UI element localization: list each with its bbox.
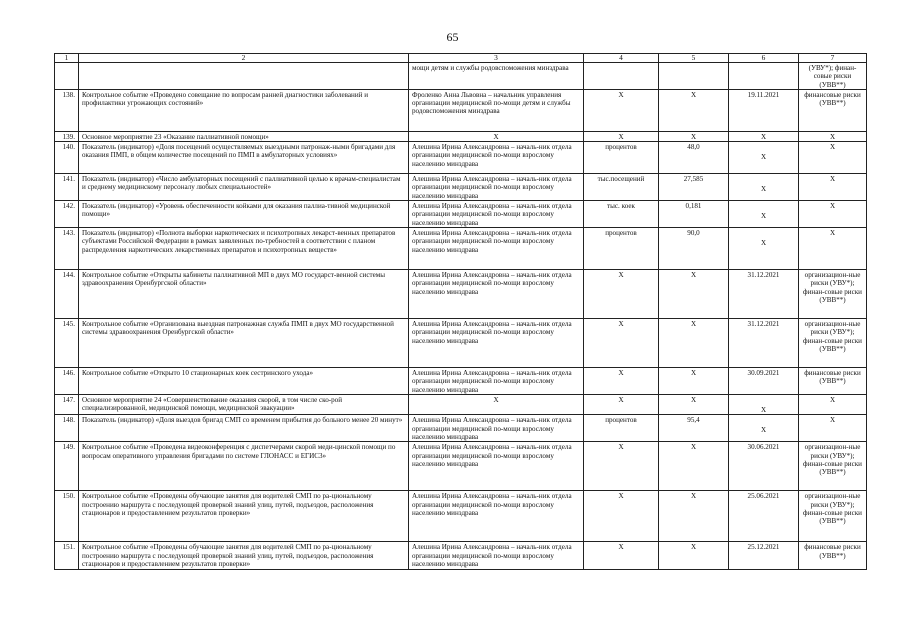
risk-description-text: организацион-ные риски (УВУ*); финан-совые риски (УВВ**): [803, 443, 862, 477]
row-number-text: 145.: [62, 319, 75, 328]
measure-name: [79, 269, 409, 318]
measure-name-text: Показатель (индикатор) «Доля посещений осуществляемых выездными патронаж-ными бригадами для оказания ПМП, в общем количестве посещений по ПМП в амбулаторных условиях»: [82, 143, 396, 160]
measure-name-text: Контрольное событие «Проведены обучающие занятия для водителей СМП по ра-циональному построению маршрута с последующей проверкой знаний улиц, путей, подъездов, расположения стационаров и предоставлением результатов проверки»: [82, 543, 374, 568]
row-number-text: 151.: [62, 543, 75, 552]
risk-description-text: X: [829, 143, 836, 152]
responsible-person: [409, 367, 584, 394]
row-number-text: 139.: [62, 132, 75, 141]
responsible-person-text: Алешина Ирина Александровна – началь-ник отдела организации медицинской по-мощи взрослому населению минздрава: [412, 492, 572, 517]
deadline-date-text: X: [760, 153, 767, 162]
row-number: [55, 201, 79, 228]
risk-description: [799, 442, 867, 491]
measure-name-text: Контрольное событие «Проведены обучающие занятия для водителей СМП по ра-циональному построению маршрута с последующей проверкой знаний улиц, путей, подъездов, расположения стационаров и предоставлением результатов проверки»: [82, 492, 374, 517]
unit-of-measure: [584, 269, 659, 318]
unit-of-measure-text: X: [618, 543, 624, 552]
target-value: [659, 269, 729, 318]
target-value-text: X: [690, 368, 697, 377]
risk-description-text: финансовые риски (УВВ**): [804, 368, 861, 386]
target-value: [659, 542, 729, 570]
unit-of-measure: [584, 442, 659, 491]
measure-name: [79, 63, 409, 90]
target-value: [659, 227, 729, 269]
target-value: [659, 367, 729, 394]
risk-description: [799, 394, 867, 414]
responsible-person-text: Алешина Ирина Александровна – началь-ник отдела организации медицинской по-мощи взрослому населению минздрава: [412, 368, 572, 394]
target-value-text: 48,0: [687, 143, 700, 152]
row-number-text: 146.: [62, 368, 75, 377]
risk-description: [799, 131, 867, 141]
measure-name: [79, 491, 409, 542]
responsible-person: [409, 442, 584, 491]
unit-of-measure-text: тыс. коек: [607, 202, 635, 211]
unit-of-measure: [584, 89, 659, 131]
row-number: [55, 174, 79, 201]
row-number: [55, 89, 79, 131]
target-value-text: X: [690, 319, 697, 328]
responsible-person-text: мощи детям и службы родовспоможения минздрава: [412, 64, 569, 72]
target-value: [659, 318, 729, 367]
row-number: [55, 318, 79, 367]
unit-of-measure-text: X: [618, 368, 624, 377]
risk-description: [799, 415, 867, 442]
deadline-date: [729, 491, 799, 542]
deadline-date-text: 31.12.2021: [747, 270, 780, 279]
deadline-date-text: X: [760, 405, 767, 414]
unit-of-measure: [584, 142, 659, 174]
measure-name-text: Контрольное событие «Проведена видеоконференция с диспетчерами скорой меди-цинской помощи по вопросам оперативного управления бригадами по системе ГЛОНАСС и ЕГИС3»: [82, 443, 396, 460]
target-value-text: X: [690, 492, 697, 501]
target-value-text: X: [690, 132, 697, 141]
responsible-person: [409, 227, 584, 269]
risk-description: [799, 367, 867, 394]
responsible-person: [409, 63, 584, 90]
target-value-text: X: [690, 543, 697, 552]
table-row: [55, 63, 867, 90]
measure-name: [79, 142, 409, 174]
responsible-person-text: X: [493, 395, 499, 404]
table-row: [55, 318, 867, 367]
measure-name: [79, 415, 409, 442]
deadline-date: [729, 542, 799, 570]
responsible-person: [409, 491, 584, 542]
row-number: [55, 542, 79, 570]
unit-of-measure: [584, 131, 659, 141]
measure-name-text: Контрольное событие «Открыто 10 стационарных коек сестринского ухода»: [82, 368, 314, 377]
row-number: [55, 142, 79, 174]
row-number: [55, 367, 79, 394]
target-value-text: X: [690, 90, 697, 99]
risk-description: [799, 269, 867, 318]
deadline-date-text: 30.09.2021: [747, 368, 780, 377]
deadline-date: [729, 63, 799, 90]
table-row: [55, 227, 867, 269]
risk-description-text: X: [829, 132, 836, 141]
deadline-date: [729, 89, 799, 131]
target-value: [659, 63, 729, 90]
deadline-date-text: X: [760, 132, 767, 141]
responsible-person-text: Алешина Ирина Александровна – началь-ник отдела организации медицинской по-мощи взрослому населению минздрава: [412, 143, 572, 168]
row-number-text: 142.: [62, 202, 75, 211]
target-value-text: 90,0: [687, 228, 700, 237]
unit-of-measure: [584, 63, 659, 90]
row-number-text: 149.: [62, 443, 75, 452]
unit-of-measure-text: X: [618, 132, 624, 141]
deadline-date-text: 31.12.2021: [747, 319, 780, 328]
responsible-person-text: Алешина Ирина Александровна – началь-ник отдела организации медицинской по-мощи взрослому населению минздрава: [412, 202, 572, 227]
target-value: [659, 201, 729, 228]
risk-description-text: организацион-ные риски (УВУ*); финан-совые риски (УВВ**): [803, 319, 862, 353]
column-number: 4: [584, 54, 659, 63]
measure-name: [79, 367, 409, 394]
risk-description-text: X: [829, 175, 836, 184]
measure-name-text: Контрольное событие «Проведено совещание по вопросам ранней диагностики заболеваний и профилактики угрожающих состояний»: [82, 90, 368, 108]
deadline-date-text: X: [760, 426, 767, 435]
table-body: [55, 63, 867, 570]
risk-description: [799, 201, 867, 228]
risk-description: [799, 227, 867, 269]
unit-of-measure: [584, 394, 659, 414]
target-value: [659, 491, 729, 542]
row-number-text: 141.: [62, 175, 75, 184]
plan-table: [54, 53, 867, 570]
table-row: [55, 174, 867, 201]
responsible-person-text: Алешина Ирина Александровна – началь-ник отдела организации медицинской по-мощи взрослому населению минздрава: [412, 319, 572, 345]
page-number: 65: [446, 30, 459, 44]
row-number-text: 140.: [62, 143, 75, 152]
unit-of-measure-text: процентов: [605, 228, 637, 237]
deadline-date-text: 19.11.2021: [747, 90, 780, 99]
deadline-date: [729, 142, 799, 174]
target-value: [659, 394, 729, 414]
deadline-date: [729, 394, 799, 414]
row-number: [55, 415, 79, 442]
risk-description: [799, 318, 867, 367]
measure-name: [79, 227, 409, 269]
deadline-date-text: 25.12.2021: [747, 543, 780, 552]
row-number-text: 148.: [62, 416, 75, 425]
responsible-person: [409, 131, 584, 141]
risk-description-text: финансовые риски (УВВ**): [804, 543, 861, 560]
row-number-text: 150.: [62, 492, 75, 501]
responsible-person: [409, 269, 584, 318]
measure-name-text: Показатель (индикатор) «Полнота выборки наркотических и психотропных лекарст-венных препаратов субъектами Российской Федерации в рамках заявленных по-требностей в соответствии с планом распределения наркотических лекарственных препаратов и психотропных веществ»: [82, 228, 396, 254]
deadline-date: [729, 174, 799, 201]
deadline-date-text: 25.06.2021: [747, 492, 780, 501]
table-row: [55, 142, 867, 174]
risk-description-text: X: [829, 395, 836, 404]
measure-name-text: Контрольное событие «Организована выездная патронажная служба ПМП в двух МО государственной системы здравоохранения Оренбургской области»: [82, 319, 394, 337]
column-number: 3: [409, 54, 584, 63]
table-row: [55, 542, 867, 570]
row-number-text: 144.: [62, 270, 75, 279]
target-value: [659, 174, 729, 201]
target-value-text: 95,4: [687, 416, 700, 425]
measure-name-text: Показатель (индикатор) «Уровень обеспеченности койками для оказания паллиа-тивной медицинской помощи»: [82, 202, 391, 219]
unit-of-measure-text: процентов: [605, 416, 637, 425]
risk-description: [799, 89, 867, 131]
deadline-date: [729, 318, 799, 367]
deadline-date: [729, 201, 799, 228]
target-value-text: X: [690, 395, 697, 404]
unit-of-measure: [584, 415, 659, 442]
responsible-person: [409, 415, 584, 442]
table-row: [55, 131, 867, 141]
table-row: [55, 269, 867, 318]
column-number: 7: [799, 54, 867, 63]
measure-name-text: Основное мероприятие 23 «Оказание паллиативной помощи»: [82, 132, 269, 141]
responsible-person: [409, 318, 584, 367]
deadline-date: [729, 227, 799, 269]
unit-of-measure: [584, 318, 659, 367]
responsible-person: [409, 201, 584, 228]
target-value-text: X: [690, 270, 697, 279]
unit-of-measure: [584, 227, 659, 269]
measure-name: [79, 131, 409, 141]
measure-name: [79, 318, 409, 367]
risk-description: [799, 174, 867, 201]
unit-of-measure: [584, 491, 659, 542]
table-row: [55, 367, 867, 394]
measure-name: [79, 89, 409, 131]
risk-description: [799, 542, 867, 570]
row-number: [55, 63, 79, 90]
table-row: [55, 201, 867, 228]
measure-name: [79, 394, 409, 414]
unit-of-measure-text: тыс.посещений: [597, 175, 645, 184]
risk-description-text: X: [829, 202, 836, 211]
column-number: 6: [729, 54, 799, 63]
measure-name: [79, 442, 409, 491]
deadline-date-text: X: [760, 238, 767, 247]
unit-of-measure-text: X: [618, 492, 624, 501]
unit-of-measure: [584, 367, 659, 394]
unit-of-measure-text: X: [618, 319, 624, 328]
table-row: [55, 89, 867, 131]
responsible-person-text: Алешина Ирина Александровна – началь-ник отдела организации медицинской по-мощи взрослому населению минздрава: [412, 543, 572, 568]
responsible-person-text: Алешина Ирина Александровна – началь-ник отдела организации медицинской по-мощи взрослому населению минздрава: [412, 443, 572, 468]
table-row: [55, 442, 867, 491]
column-number: 1: [55, 54, 79, 63]
row-number: [55, 491, 79, 542]
row-number-text: 147.: [62, 395, 75, 404]
deadline-date: [729, 367, 799, 394]
measure-name-text: Показатель (индикатор) «Число амбулаторных посещений с паллиативной целью к врачам-специалистам и среднему медицинскому персоналу любых специальностей»: [82, 175, 401, 192]
responsible-person-text: Алешина Ирина Александровна – началь-ник отдела организации медицинской по-мощи взрослому населению минздрава: [412, 416, 572, 441]
deadline-date: [729, 442, 799, 491]
measure-name: [79, 201, 409, 228]
responsible-person-text: Алешина Ирина Александровна – началь-ник отдела организации медицинской по-мощи взрослому населению минздрава: [412, 175, 572, 200]
row-number: [55, 131, 79, 141]
unit-of-measure-text: X: [618, 90, 624, 99]
deadline-date: [729, 415, 799, 442]
column-number-row: [55, 54, 867, 63]
row-number-text: 138.: [62, 90, 75, 99]
deadline-date-text: X: [760, 185, 767, 194]
target-value: [659, 415, 729, 442]
unit-of-measure-text: X: [618, 270, 624, 279]
row-number: [55, 227, 79, 269]
table-row: [55, 394, 867, 414]
target-value-text: 0,181: [685, 202, 702, 211]
row-number: [55, 442, 79, 491]
deadline-date: [729, 131, 799, 141]
unit-of-measure-text: X: [618, 395, 624, 404]
risk-description: [799, 142, 867, 174]
table-row: [55, 415, 867, 442]
measure-name-text: Основное мероприятие 24 «Совершенствование оказания скорой, в том числе ско-рой специализированной, медицинской помощи, медицинской эвакуации»: [82, 395, 343, 413]
responsible-person-text: Алешина Ирина Александровна – началь-ник отдела организации медицинской по-мощи взрослому населению минздрава: [412, 228, 572, 254]
measure-name: [79, 174, 409, 201]
deadline-date: [729, 269, 799, 318]
unit-of-measure: [584, 201, 659, 228]
deadline-date-text: X: [760, 212, 767, 221]
target-value-text: 27,585: [683, 175, 704, 184]
measure-name-text: Показатель (индикатор) «Доля выездов бригад СМП со временем прибытия до больного менее 20 минут»: [82, 416, 403, 425]
unit-of-measure-text: X: [618, 443, 624, 452]
unit-of-measure: [584, 174, 659, 201]
column-number: 2: [79, 54, 409, 63]
responsible-person: [409, 394, 584, 414]
risk-description-text: X: [829, 228, 836, 237]
risk-description-text: X: [829, 416, 836, 425]
responsible-person: [409, 142, 584, 174]
target-value: [659, 131, 729, 141]
responsible-person: [409, 89, 584, 131]
deadline-date-text: 30.06.2021: [747, 443, 780, 452]
table-row: [55, 491, 867, 542]
target-value-text: X: [690, 443, 697, 452]
risk-description-text: финансовые риски (УВВ**): [804, 90, 861, 108]
target-value: [659, 442, 729, 491]
responsible-person-text: Алешина Ирина Александровна – началь-ник отдела организации медицинской по-мощи взрослому населению минздрава: [412, 270, 572, 296]
unit-of-measure: [584, 542, 659, 570]
column-number: 5: [659, 54, 729, 63]
risk-description-text: организацион-ные риски (УВУ*); финан-совые риски (УВВ**): [803, 270, 862, 304]
risk-description: [799, 491, 867, 542]
measure-name-text: Контрольное событие «Открыты кабинеты паллиативной МП в двух МО государст-венной системы здравоохранения Оренбургской области»: [82, 270, 385, 288]
risk-description-text: организацион-ные риски (УВУ*); финан-совые риски (УВВ**): [803, 492, 862, 526]
responsible-person-text: X: [493, 132, 499, 141]
responsible-person: [409, 174, 584, 201]
row-number: [55, 394, 79, 414]
responsible-person: [409, 542, 584, 570]
risk-description-text: (УВУ*); финан-совые риски (УВВ**): [808, 64, 857, 89]
responsible-person-text: Фроленко Анна Львовна – начальник управления организации медицинской по-мощи детям и службы родовспоможения минздрава: [412, 90, 571, 116]
row-number: [55, 269, 79, 318]
target-value: [659, 142, 729, 174]
row-number-text: 143.: [62, 228, 75, 237]
risk-description: [799, 63, 867, 90]
target-value: [659, 89, 729, 131]
unit-of-measure-text: процентов: [605, 143, 637, 152]
measure-name: [79, 542, 409, 570]
